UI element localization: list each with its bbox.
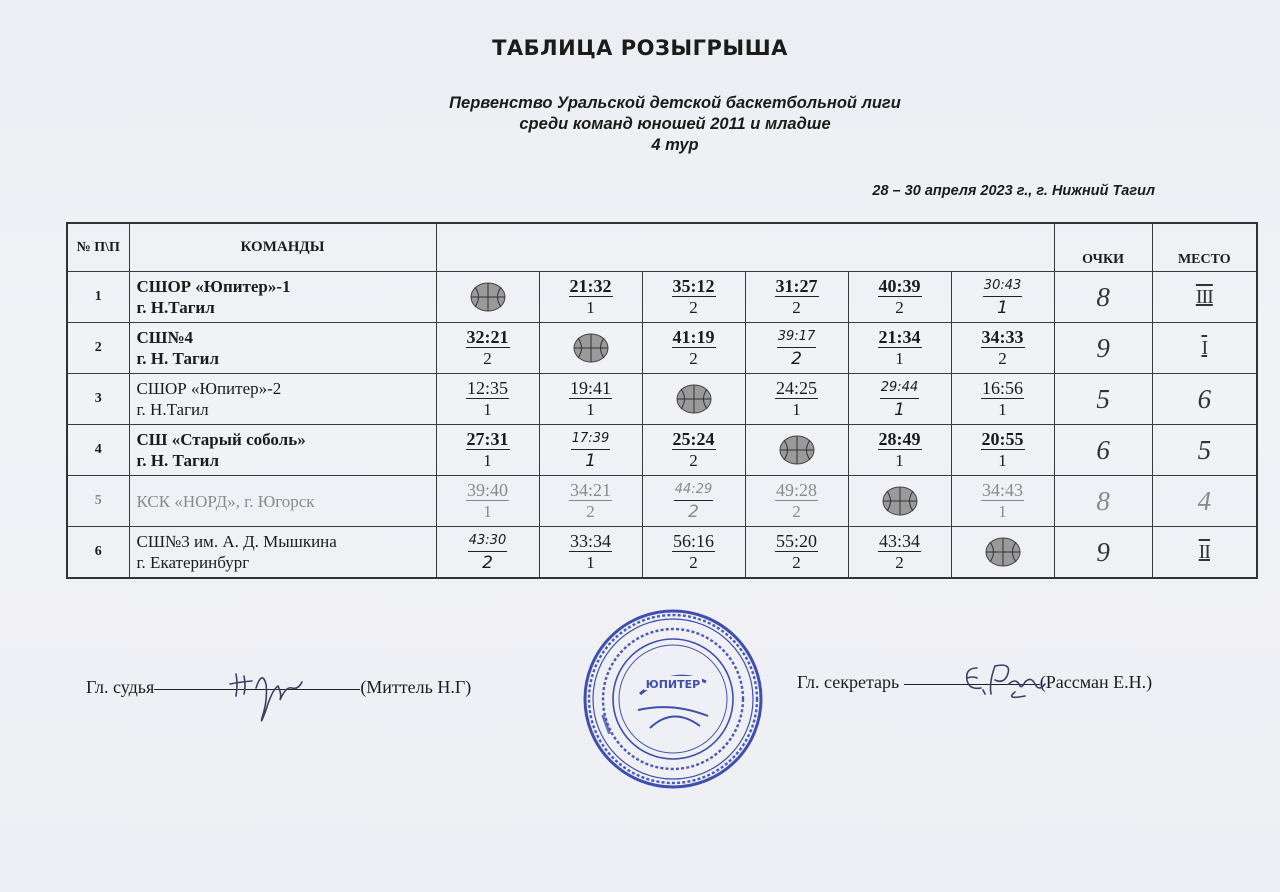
team-city: г. Н. Тагил (136, 349, 219, 368)
match-score-cell (745, 272, 848, 323)
match-points: 1 (586, 399, 595, 419)
self-match-cell (951, 527, 1054, 579)
secretary-signature-icon (955, 654, 1065, 704)
team-city: г. Екатеринбург (136, 553, 250, 572)
match-points: 2 (895, 297, 904, 317)
match-score: 20:55 (981, 428, 1024, 449)
match-score-cell (745, 476, 848, 527)
match-score-cell (436, 323, 539, 374)
match-score: 40:39 (878, 275, 921, 296)
match-score-cell (951, 272, 1054, 323)
row-num: 5 (67, 476, 129, 527)
final-place: 4 (1152, 476, 1257, 527)
match-score: 12:35 (466, 377, 508, 398)
secretary-label: Гл. секретарь (797, 672, 900, 692)
stamp-center-text: ЮПИТЕР (645, 678, 701, 691)
match-score-cell (642, 425, 745, 476)
match-score: 32:21 (466, 326, 509, 347)
match-score-cell (848, 425, 951, 476)
match-score: 29:44 (880, 378, 919, 399)
match-score: 28:49 (878, 428, 921, 449)
official-stamp-icon (580, 606, 766, 792)
basketball-icon (468, 281, 508, 313)
table-row (67, 527, 1257, 579)
match-score-cell (642, 323, 745, 374)
match-points: 2 (792, 297, 801, 317)
match-points: 1 (483, 501, 492, 521)
match-score: 21:32 (569, 275, 612, 296)
self-match-cell (642, 374, 745, 425)
match-score: 56:16 (672, 530, 714, 551)
match-score: 34:33 (981, 326, 1024, 347)
row-num: 1 (67, 272, 129, 323)
match-score-cell (539, 425, 642, 476)
basketball-icon (983, 536, 1023, 568)
match-points: 2 (998, 348, 1007, 368)
row-num: 6 (67, 527, 129, 579)
match-score-cell (745, 527, 848, 579)
header-points: ОЧКИ (1054, 223, 1152, 272)
match-score: 19:41 (569, 377, 611, 398)
match-score-cell (745, 323, 848, 374)
match-points: 1 (585, 450, 596, 471)
match-points: 2 (689, 297, 698, 317)
team-city: г. Н.Тагил (136, 400, 209, 419)
match-points: 1 (792, 399, 801, 419)
page-title: ТАБЛИЦА РОЗЫГРЫША (492, 36, 788, 60)
basketball-icon (674, 383, 714, 415)
match-points: 2 (791, 348, 802, 369)
match-score-cell (951, 425, 1054, 476)
basketball-icon (777, 434, 817, 466)
match-score: 24:25 (775, 377, 817, 398)
match-score: 17:39 (571, 429, 610, 450)
header-teams: КОМАНДЫ (129, 223, 436, 272)
match-points: 2 (482, 552, 493, 573)
subtitle-line-3: 4 тур (651, 136, 699, 154)
match-points: 2 (895, 552, 904, 572)
team-name: СШ№4 (136, 328, 194, 347)
match-score-cell (436, 374, 539, 425)
match-score: 35:12 (672, 275, 715, 296)
table-row (67, 323, 1257, 374)
match-score: 27:31 (466, 428, 509, 449)
match-score: 55:20 (775, 530, 817, 551)
team-name: СШ «Старый соболь» (136, 430, 306, 449)
match-score: 16:56 (982, 377, 1024, 398)
match-score-cell (642, 527, 745, 579)
match-score-cell (436, 527, 539, 579)
self-match-cell (745, 425, 848, 476)
self-match-cell (848, 476, 951, 527)
match-score-cell (745, 374, 848, 425)
match-points: 1 (895, 348, 904, 368)
row-num: 3 (67, 374, 129, 425)
match-score-cell (642, 272, 745, 323)
match-points: 2 (483, 348, 492, 368)
match-points: 1 (998, 501, 1007, 521)
match-score: 34:21 (569, 479, 611, 500)
basketball-icon (571, 332, 611, 364)
team-cell (129, 374, 436, 425)
match-points: 2 (586, 501, 595, 521)
match-points: 2 (792, 552, 801, 572)
match-points: 2 (792, 501, 801, 521)
total-points: 9 (1054, 527, 1152, 579)
match-points: 1 (483, 450, 492, 470)
match-score-cell (539, 527, 642, 579)
table-row (67, 476, 1257, 527)
match-points: 1 (998, 399, 1007, 419)
team-cell (129, 476, 436, 527)
match-points: 2 (689, 552, 698, 572)
match-points: 1 (586, 552, 595, 572)
table-row (67, 374, 1257, 425)
final-place: I (1152, 323, 1257, 374)
self-match-cell (539, 323, 642, 374)
match-score: 25:24 (672, 428, 715, 449)
table-row (67, 272, 1257, 323)
total-points: 9 (1054, 323, 1152, 374)
final-place: III (1152, 272, 1257, 323)
match-points: 1 (483, 399, 492, 419)
secretary-name: (Рассман Е.Н.) (1039, 672, 1153, 692)
match-score-cell (539, 374, 642, 425)
match-score-cell (951, 476, 1054, 527)
table-row (67, 425, 1257, 476)
match-score-cell (539, 476, 642, 527)
match-points: 1 (998, 450, 1007, 470)
match-score: 30:43 (983, 276, 1022, 297)
table-header-row (67, 223, 1257, 272)
team-city: г. Н. Тагил (136, 451, 219, 470)
header-num: № П\П (67, 223, 129, 272)
judge-name: (Миттель Н.Г) (360, 677, 472, 697)
match-score: 44:29 (674, 480, 713, 501)
match-score: 49:28 (775, 479, 817, 500)
row-num: 2 (67, 323, 129, 374)
match-points: 1 (997, 297, 1008, 318)
team-cell (129, 323, 436, 374)
match-score-cell (848, 323, 951, 374)
match-score-cell (539, 272, 642, 323)
match-score: 21:34 (878, 326, 921, 347)
match-score: 33:34 (569, 530, 611, 551)
team-cell (129, 425, 436, 476)
match-score-cell (848, 527, 951, 579)
total-points: 8 (1054, 272, 1152, 323)
final-place: 6 (1152, 374, 1257, 425)
basketball-icon (880, 485, 920, 517)
total-points: 8 (1054, 476, 1152, 527)
match-score: 43:34 (878, 530, 920, 551)
final-place: II (1152, 527, 1257, 579)
total-points: 6 (1054, 425, 1152, 476)
match-points: 1 (894, 399, 905, 420)
match-score-cell (436, 476, 539, 527)
match-score: 31:27 (775, 275, 818, 296)
team-cell (129, 272, 436, 323)
match-score-cell (951, 374, 1054, 425)
team-name: КСК «НОРД», г. Югорск (136, 491, 315, 511)
match-score-cell (848, 272, 951, 323)
row-num: 4 (67, 425, 129, 476)
judge-signature-icon (222, 660, 312, 726)
match-points: 1 (895, 450, 904, 470)
match-points: 2 (689, 450, 698, 470)
final-place: 5 (1152, 425, 1257, 476)
team-city: г. Н.Тагил (136, 298, 215, 317)
match-score: 41:19 (672, 326, 715, 347)
header-games (436, 223, 1054, 272)
team-name: СШ№3 им. А. Д. Мышкина (136, 532, 337, 551)
date-place: 28 – 30 апреля 2023 г., г. Нижний Тагил (872, 183, 1155, 199)
judge-label: Гл. судья (86, 677, 155, 697)
match-score-cell (951, 323, 1054, 374)
team-name: СШОР «Юпитер»-2 (136, 379, 282, 398)
match-score: 43:30 (468, 531, 507, 552)
match-score-cell (436, 425, 539, 476)
team-cell (129, 527, 436, 579)
team-name: СШОР «Юпитер»-1 (136, 277, 291, 296)
match-points: 2 (688, 501, 699, 522)
header-place: МЕСТО (1152, 223, 1257, 272)
match-score: 39:17 (777, 327, 816, 348)
total-points: 5 (1054, 374, 1152, 425)
match-score: 39:40 (466, 479, 508, 500)
match-score: 34:43 (982, 479, 1024, 500)
subtitle-line-1: Первенство Уральской детской баскетбольной лиги (449, 94, 901, 112)
self-match-cell (436, 272, 539, 323)
match-score-cell (642, 476, 745, 527)
standings-table (66, 222, 1258, 579)
match-score-cell (848, 374, 951, 425)
match-points: 1 (586, 297, 595, 317)
match-points: 2 (689, 348, 698, 368)
subtitle-line-2: среди команд юношей 2011 и младше (519, 115, 831, 133)
